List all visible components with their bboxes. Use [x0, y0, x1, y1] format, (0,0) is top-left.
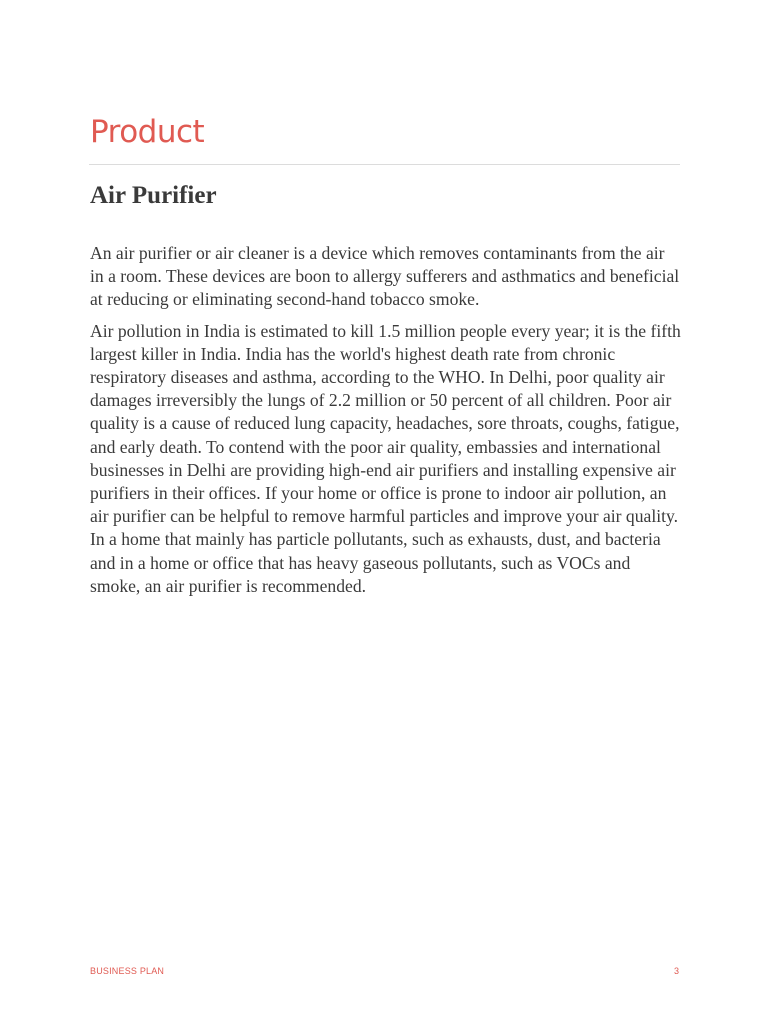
footer-label: BUSINESS PLAN [90, 966, 165, 976]
paragraph-1: An air purifier or air cleaner is a device which removes contaminants from the air in a room. These devices are boon to allergy sufferers and asthmatics and beneficial at reducing or eliminating second-hand tobacco smoke. [90, 243, 680, 310]
paragraph-2: Air pollution in India is estimated to kill 1.5 million people every year; it is the fifth largest killer in India. India has the world's highest death rate from chronic respiratory diseases and asthma, according to the WHO. In Delhi, poor quality air damages irreversibly the lungs of 2.2 million or 50 percent of all children. Poor air quality is a cause of reduced lung capacity, headaches, sore throats, coughs, fatigue, and early death. To contend with the poor air quality, embassies and international businesses in Delhi are providing high-end air purifiers and installing expensive air purifiers in their offices. If your home or office is prone to indoor air pollution, an air purifier can be helpful to remove harmful particles and improve your air quality. In a home that mainly has particle pollutants, such as exhausts, dust, and bacteria and in a home or office that has heavy gaseous pollutants, such as VOCs and smoke, an air purifier is recommended. [90, 320, 681, 596]
page-number: 3 [673, 966, 679, 976]
subtitle: Air Purifier [90, 182, 217, 209]
title-divider [89, 164, 680, 165]
body-text [90, 242, 682, 606]
section-title: Product [90, 114, 205, 150]
